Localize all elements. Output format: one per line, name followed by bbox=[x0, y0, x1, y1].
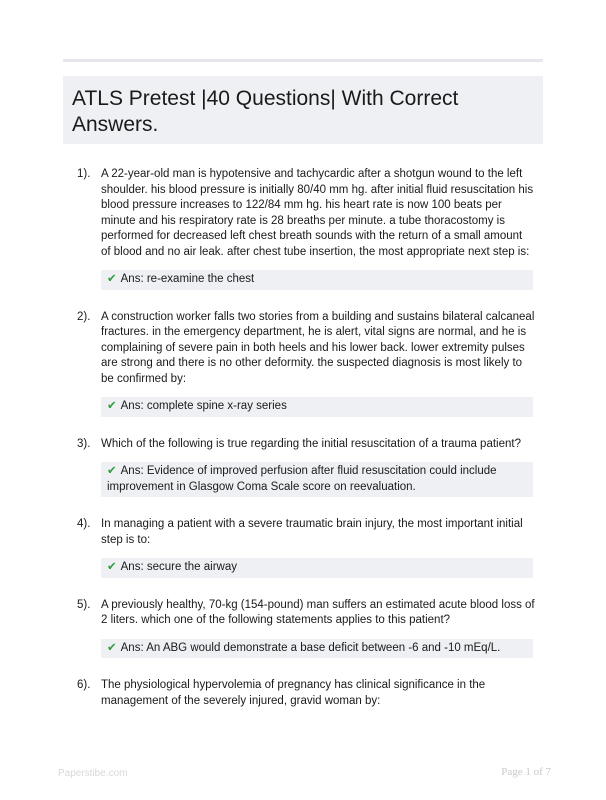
check-icon: ✔ bbox=[107, 400, 117, 412]
answer-text: Ans: complete spine x-ray series bbox=[120, 400, 287, 412]
question-item-2 bbox=[63, 310, 543, 417]
answer-box bbox=[101, 270, 533, 290]
question-text: A 22-year-old man is hypotensive and tachycardic after a shotgun wound to the left shoulder. his blood pressure is initially 80/40 mm hg. after initial fluid resuscitation his blood pressure increases to 122/84 mm hg. his heart rate is now 100 beats per minute and his respiratory rate is 28 breaths per minute. a tube thoracostomy is performed for decreased left chest breath sounds with the return of a small amount of blood and no air leak. after chest tube insertion, the most appropriate next step is: bbox=[101, 168, 534, 258]
question-text: In managing a patient with a severe traumatic brain injury, the most important initial step is to: bbox=[101, 518, 523, 546]
answer-box bbox=[101, 639, 533, 659]
question-item-5 bbox=[63, 598, 543, 659]
question-number: 2). bbox=[77, 310, 91, 323]
question-text: Which of the following is true regarding the initial resuscitation of a trauma patient? bbox=[101, 437, 521, 450]
question-number: 1). bbox=[77, 168, 91, 180]
footer-watermark: Paperstibe.com bbox=[58, 768, 128, 779]
check-icon: ✔ bbox=[107, 641, 117, 654]
question-item-3 bbox=[63, 437, 543, 498]
question-number: 6). bbox=[77, 679, 91, 691]
question-list bbox=[63, 167, 543, 729]
title-banner bbox=[63, 76, 543, 144]
question-text: The physiological hypervolemia of pregnancy has clinical significance in the management of the severely injured, gravid woman by: bbox=[101, 679, 486, 707]
question-item-1 bbox=[63, 167, 543, 290]
question-text: A previously healthy, 70-kg (154-pound) man suffers an estimated acute blood loss of 2 liters. which one of the following statements applies to this patient? bbox=[101, 598, 535, 626]
check-icon: ✔ bbox=[107, 561, 117, 573]
question-number: 4). bbox=[77, 518, 91, 530]
question-text: A construction worker falls two stories from a building and sustains bilateral calcaneal fractures. in the emergency department, he is alert, vital signs are normal, and he is complaining of severe pain in both heels and his lower back. lower extremity pulses are strong and there is no other deformity. the suspected diagnosis is most likely to be confirmed by: bbox=[101, 310, 535, 385]
answer-text: Ans: secure the airway bbox=[120, 561, 237, 573]
answer-box bbox=[101, 462, 533, 497]
answer-text: Ans: re-examine the chest bbox=[120, 273, 255, 285]
question-item-4 bbox=[63, 517, 543, 578]
answer-text: Ans: Evidence of improved perfusion after fluid resuscitation could include improvement in Glasgow Coma Scale score on reevaluation. bbox=[107, 465, 497, 493]
answer-box bbox=[101, 397, 533, 417]
answer-box bbox=[101, 558, 533, 578]
answer-text: Ans: An ABG would demonstrate a base deficit between -6 and -10 mEq/L. bbox=[120, 641, 501, 654]
top-divider bbox=[63, 59, 543, 62]
check-icon: ✔ bbox=[107, 273, 117, 285]
page-title: ATLS Pretest |40 Questions| With Correct Answers. bbox=[72, 87, 459, 136]
check-icon: ✔ bbox=[107, 465, 117, 477]
question-item-6 bbox=[63, 678, 543, 709]
question-number: 3). bbox=[77, 437, 91, 450]
page-indicator: Page 1 of 7 bbox=[501, 766, 551, 778]
question-number: 5). bbox=[77, 598, 91, 611]
